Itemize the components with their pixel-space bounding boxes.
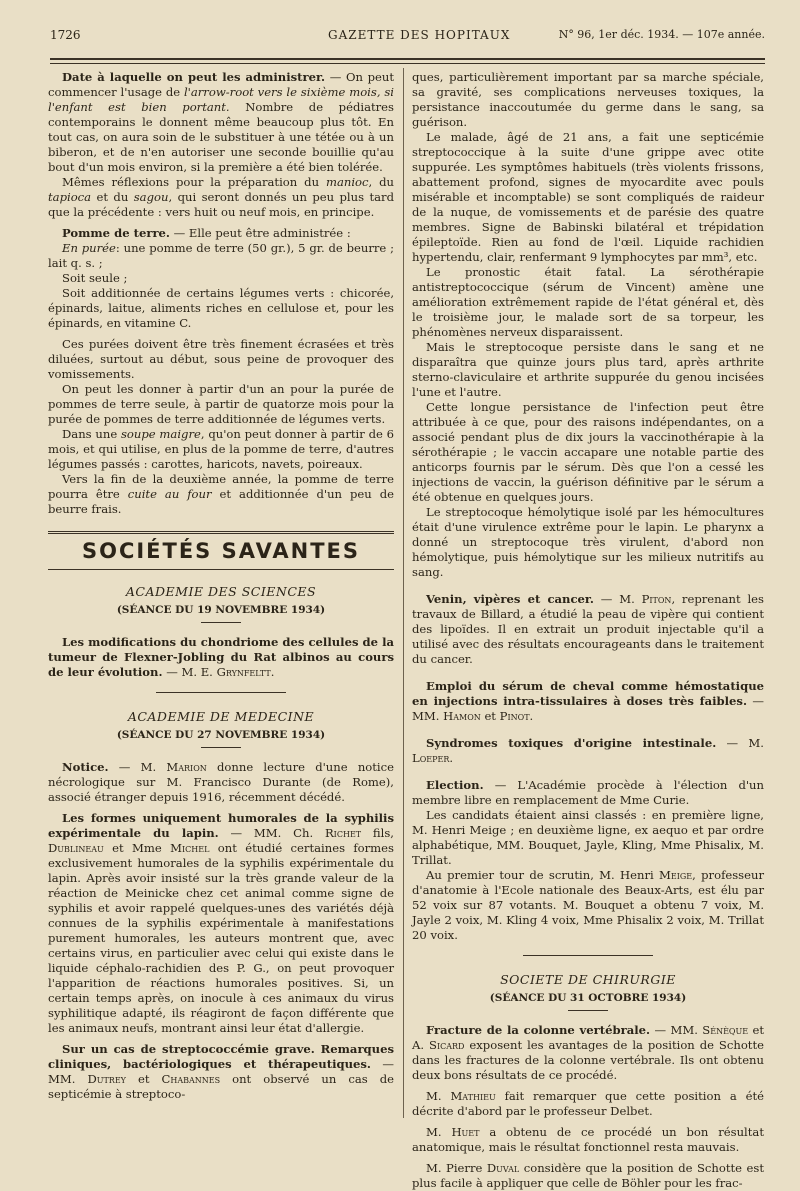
paragraph-fracture: Fracture de la colonne vertébrale. — MM. Sénèque et A. Sicard exposent les avantages de la position de Schotte dans les fractures de la colonne vertébrale. Ils ont obtenu deux bons résultats de ce procédé. [412,1023,764,1082]
page-header [50,28,765,50]
separator-rule [523,955,653,956]
paragraph-four: Vers la fin de la deuxième année, la pomme de terre pourra être cuite au four et additionnée d'un peu de beurre frais. [48,472,395,516]
paragraph-election: Election. — L'Académie procède à l'élection d'un membre libre en remplacement de Mme Curie. [412,778,764,807]
paragraph-mathieu: M. Mathieu fait remarquer que cette position a été décrite d'abord par le professeur Delbet. [412,1089,764,1118]
academie-medecine-heading: ACADEMIE DE MEDECINE [127,709,315,724]
academie-sciences-session: (SÉANCE DU 19 NOVEMBRE 1934) [116,604,326,616]
societe-chirurgie-heading: SOCIETE DE CHIRURGIE [500,972,676,987]
academie-sciences-heading: ACADEMIE DES SCIENCES [125,584,317,599]
right-column [412,70,764,1191]
paragraph-purees: Ces purées doivent être très finement écrasées et très diluées, surtout au début, sous peine de provoquer des vomissements. [48,337,394,381]
paragraph-scrutin: Au premier tour de scrutin, M. Henri Meige, professeur d'anatomie à l'Ecole nationale des Beaux-Arts, est élu par 52 voix sur 87 votants. M. Bouquet a obtenu 7 voix, M. Jayle 2 voix, M. Kling 4 voix, Mme Phisalix 2 voix, M. Trillat 20 voix. [412,868,764,942]
short-rule [201,622,241,623]
journal-title: GAZETTE DES HOPITAUX [328,28,511,42]
paragraph-venin: Venin, vipères et cancer. — M. Piton, reprenant les travaux de Billard, a étudié la peau de vipère qui contient des lipoïdes. Il en extrait un produit injectable qu'il a utilisé avec des résultats encourageants dans le traitement du cancer. [412,592,764,666]
short-rule [201,747,241,748]
paragraph-soupe: Dans une soupe maigre, qu'on peut donner à partir de 6 mois, et qui utilise, en plus de la pomme de terre, d'autres légumes passés : carottes, haricots, navets, poireaux. [48,427,394,471]
paragraph-arrow-root: Date à laquelle on peut les administrer. — On peut commencer l'usage de l'arrow-root vers le sixième mois, si l'enfant est bien portant. Nombre de pédiatres contemporains le donnent même beaucoup plus tôt. En tout cas, on aura soin de le substituer à une tétée ou à un biberon, et de n'en autoriser une seconde bouillie qu'au bout d'un mois environ, si la première a été bien tolérée. [48,70,395,174]
paragraph-malade: Le malade, âgé de 21 ans, a fait une septicémie streptococcique à la suite d'une grippe avec otite suppurée. Les symptômes habituels (très violents frissons, abattement profond, signes de myocardite avec pouls misérable et incomptable) se sont compliqués de raideur de la nuque, de vomissements et de parésie des quatre membres. Signe de Babinski bilatéral et trépidation épileptoïde. Rien au fond de l'œil. Liquide rachidien hypertendu, clair, renfermant 9 lymphocytes par mm³, etc. [412,130,764,264]
paragraph-legumes: Soit additionnée de certains légumes verts : chicorée, épinards, laitue, aliments riches en cellulose et, pour les épinards, en vitamine C. [48,286,394,330]
paragraph-serum-cheval: Emploi du sérum de cheval comme hémostatique en injections intra-tissulaires à doses très faibles. — MM. Hamon et Pinot. [412,679,765,723]
paragraph-pomme-de-terre: Pomme de terre. — Elle peut être administrée : [62,226,351,240]
paragraph-chondriome: Les modifications du chondriome des cellules de la tumeur de Flexner-Jobling du Rat albinos au cours de leur évolution. — M. E. Grynfeltt. [48,635,394,679]
paragraph-ques: ques, particulièrement important par sa marche spéciale, sa gravité, ses complications nerveuses toxiques, la persistance inaccoutumée du germe dans le sang, sa guérison. [412,70,764,129]
paragraph-candidats: Les candidats étaient ainsi classés : en première ligne, M. Henri Meige ; en deuxième ligne, ex aequo et par ordre alphabétique, MM. Bouquet, Jayle, Kling, Mme Phisalix, M. Trillat. [412,808,764,867]
paragraph-persistance: Cette longue persistance de l'infection peut être attribuée à ce que, pour des raisons indépendantes, on a associé pendant plus de dix jours la vaccinothérapie à la sérothérapie ; le vaccin accapare une notable partie des anticorps fournis par le sérum. Dès que l'on a cessé les injections de vaccin, la guérison définitive par le sérum a été obtenue en quelques jours. [412,400,764,504]
short-rule [568,1010,608,1011]
section-title: SOCIÉTÉS SAVANTES [81,539,361,563]
paragraph-pronostic: Le pronostic était fatal. La sérothérapie antistreptococcique (sérum de Vincent) amène une amélioration extrêmement rapide de l'état général et, dès le troisième jour, le malade sort de sa torpeur, les phénomènes nerveux disparaissent. [412,265,764,339]
paragraph-seule: Soit seule ; [62,271,128,285]
section-rule-thin [48,569,394,570]
column-divider [403,68,404,1118]
paragraph-hemolytique: Le streptocoque hémolytique isolé par les hémocultures était d'une virulence extrême pour le lapin. Le pharynx a donné un streptocoque très virulent, d'abord non hémolytique, puis hémolytique sur les milieux nutritifs au sang. [412,505,764,579]
paragraph-syndromes: Syndromes toxiques d'origine intestinale. — M. Loeper. [412,736,764,765]
societe-chirurgie-session: (SÉANCE DU 31 OCTOBRE 1934) [489,992,687,1004]
header-rule [50,58,765,60]
paragraph-streptocoque: Mais le streptocoque persiste dans le sang et ne disparaîtra que quinze jours plus tard, après arthrite sterno-claviculaire et arthrite suppurée du genou incisées l'une et l'autre. [412,340,764,399]
paragraph-syphilis: Les formes uniquement humorales de la syphilis expérimentale du lapin. — MM. Ch. Richet fils, Dublineau et Mme Michel ont étudié certaines formes exclusivement humorales de la syphilis expérimentale du lapin. Après avoir insisté sur la très grande valeur de la réaction de Meinicke chez cet animal comme signe de syphilis et avoir rappelé quelques-unes des variétés déjà connues de la syphilis expérimentale à manifestations purement humorales, les auteurs montrent que, avec certains virus, en particulier avec celui qui existe dans le liquide céphalo-rachidien des P. G., on peut provoquer l'apparition de réactions humorales positives. Si, un certain temps après, on inocule à ces animaux du virus syphilitique adapté, ils réagiront de façon différente que les animaux neufs, montrant ainsi leur état d'allergie. [48,811,394,1035]
left-column [48,70,394,1102]
paragraph-manioc: Mêmes réflexions pour la préparation du manioc, du tapioca et du sagou, qui seront donnés un peu plus tard que la précédente : vers huit ou neuf mois, en principe. [48,175,394,219]
academie-medecine-session: (SÉANCE DU 27 NOVEMBRE 1934) [116,729,326,741]
header-rule-thin [50,63,765,64]
paragraph-age: On peut les donner à partir d'un an pour la purée de pommes de terre seule, à partir de quatorze mois pour la purée de pommes de terre additionnée de légumes verts. [48,382,394,426]
issue-info: N° 96, 1er déc. 1934. — 107e année. [558,28,765,41]
paragraph-streptococcemie: Sur un cas de streptococcémie grave. Remarques cliniques, bactériologiques et thérapeutiques. — MM. Dutrey et Chabannes ont observé un cas de septicémie à streptoco- [48,1042,394,1101]
page-number: 1726 [50,28,81,42]
paragraph-duval: M. Pierre Duval considère que la position de Schotte est plus facile à appliquer que celle de Böhler pour les frac- [412,1161,764,1190]
paragraph-puree: En purée: une pomme de terre (50 gr.), 5 gr. de beurre ; lait q. s. ; [48,241,394,270]
section-rule [48,531,394,534]
paragraph-notice: Notice. — M. Marion donne lecture d'une notice nécrologique sur M. Francisco Durante (de Rome), associé étranger depuis 1916, récemment décédé. [48,760,394,804]
separator-rule [156,692,286,693]
paragraph-huet: M. Huet a obtenu de ce procédé un bon résultat anatomique, mais le résultat fonctionnel resta mauvais. [412,1125,764,1154]
